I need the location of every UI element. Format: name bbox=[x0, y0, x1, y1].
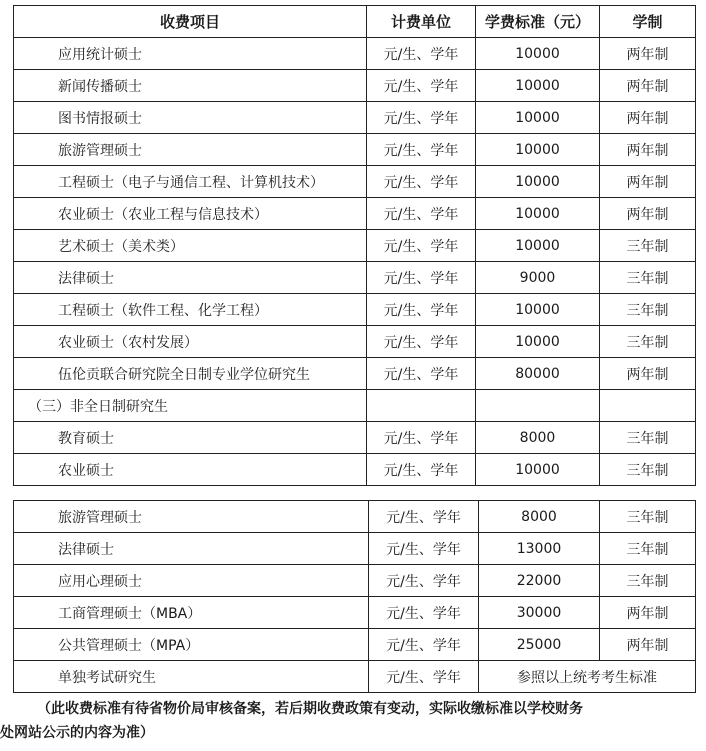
fee-amount: 10000 bbox=[476, 134, 600, 166]
fee-years: 两年制 bbox=[600, 70, 696, 102]
fee-table-bottom bbox=[13, 500, 696, 693]
fee-years: 两年制 bbox=[600, 358, 696, 390]
table-row bbox=[14, 230, 696, 262]
table-row bbox=[14, 501, 696, 533]
table-row bbox=[14, 565, 696, 597]
fee-amount: 22000 bbox=[479, 565, 600, 597]
fee-years: 三年制 bbox=[600, 565, 696, 597]
fee-item: 工商管理硕士（MBA） bbox=[14, 597, 369, 629]
fee-item: 农业硕士（农业工程与信息技术） bbox=[14, 198, 367, 230]
table-row bbox=[14, 70, 696, 102]
fee-amount: 8000 bbox=[476, 422, 600, 454]
fee-item: 单独考试研究生 bbox=[14, 661, 369, 693]
header-item: 收费项目 bbox=[14, 6, 367, 38]
table-row bbox=[14, 294, 696, 326]
fee-amount: 9000 bbox=[476, 262, 600, 294]
fee-years: 两年制 bbox=[600, 629, 696, 661]
fee-unit: 元/生、学年 bbox=[367, 230, 476, 262]
fee-years: 两年制 bbox=[600, 134, 696, 166]
fee-item: 法律硕士 bbox=[14, 262, 367, 294]
fee-table-top bbox=[13, 5, 696, 486]
fee-amount: 25000 bbox=[479, 629, 600, 661]
table-row bbox=[14, 262, 696, 294]
fee-amount: 80000 bbox=[476, 358, 600, 390]
fee-years: 三年制 bbox=[600, 454, 696, 486]
table-row bbox=[14, 629, 696, 661]
header-row bbox=[14, 6, 696, 38]
fee-unit: 元/生、学年 bbox=[367, 326, 476, 358]
fee-amount: 10000 bbox=[476, 230, 600, 262]
fee-amount: 10000 bbox=[476, 454, 600, 486]
table-row bbox=[14, 454, 696, 486]
fee-item: 农业硕士（农村发展） bbox=[14, 326, 367, 358]
fee-years: 三年制 bbox=[600, 422, 696, 454]
fee-unit: 元/生、学年 bbox=[367, 454, 476, 486]
fee-unit: 元/生、学年 bbox=[367, 422, 476, 454]
section-title: （三）非全日制研究生 bbox=[14, 390, 367, 422]
fee-years: 三年制 bbox=[600, 326, 696, 358]
fee-years: 两年制 bbox=[600, 597, 696, 629]
note-line-2: 处网站公示的内容为准） bbox=[0, 725, 154, 741]
section-row bbox=[14, 390, 696, 422]
empty-cell bbox=[476, 390, 600, 422]
fee-unit: 元/生、学年 bbox=[367, 38, 476, 70]
table-row bbox=[14, 38, 696, 70]
fee-amount: 30000 bbox=[479, 597, 600, 629]
table-row bbox=[14, 597, 696, 629]
fee-unit: 元/生、学年 bbox=[369, 597, 479, 629]
fee-unit: 元/生、学年 bbox=[367, 294, 476, 326]
table-row bbox=[14, 198, 696, 230]
fee-item: 应用统计硕士 bbox=[14, 38, 367, 70]
fee-amount: 13000 bbox=[479, 533, 600, 565]
table-row bbox=[14, 102, 696, 134]
note-line-1: （此收费标准有待省物价局审核备案，若后期收费政策有变动，实际收缴标准以学校财务 bbox=[37, 701, 583, 717]
fee-years: 三年制 bbox=[600, 230, 696, 262]
header-unit: 计费单位 bbox=[367, 6, 476, 38]
fee-unit: 元/生、学年 bbox=[369, 501, 479, 533]
fee-unit: 元/生、学年 bbox=[367, 70, 476, 102]
fee-amount: 10000 bbox=[476, 198, 600, 230]
header-fee: 学费标准（元） bbox=[476, 6, 600, 38]
fee-item: 图书情报硕士 bbox=[14, 102, 367, 134]
fee-unit: 元/生、学年 bbox=[369, 629, 479, 661]
fee-item: 公共管理硕士（MPA） bbox=[14, 629, 369, 661]
fee-years: 两年制 bbox=[600, 166, 696, 198]
table-row bbox=[14, 166, 696, 198]
table-row bbox=[14, 533, 696, 565]
fee-amount: 10000 bbox=[476, 38, 600, 70]
empty-cell bbox=[367, 390, 476, 422]
fee-years: 三年制 bbox=[600, 294, 696, 326]
fee-amount: 8000 bbox=[479, 501, 600, 533]
fee-years: 两年制 bbox=[600, 198, 696, 230]
fee-item: 旅游管理硕士 bbox=[14, 501, 369, 533]
fee-years: 三年制 bbox=[600, 533, 696, 565]
fee-amount: 10000 bbox=[476, 102, 600, 134]
fee-unit: 元/生、学年 bbox=[367, 198, 476, 230]
fee-item: 旅游管理硕士 bbox=[14, 134, 367, 166]
fee-item: 新闻传播硕士 bbox=[14, 70, 367, 102]
fee-item: 工程硕士（软件工程、化学工程） bbox=[14, 294, 367, 326]
fee-unit: 元/生、学年 bbox=[367, 358, 476, 390]
table-row bbox=[14, 326, 696, 358]
fee-unit: 元/生、学年 bbox=[367, 102, 476, 134]
fee-unit: 元/生、学年 bbox=[369, 565, 479, 597]
fee-unit: 元/生、学年 bbox=[369, 533, 479, 565]
fee-years: 两年制 bbox=[600, 102, 696, 134]
fee-note-merged: 参照以上统考考生标准 bbox=[479, 661, 696, 693]
header-years: 学制 bbox=[600, 6, 696, 38]
fee-item: 工程硕士（电子与通信工程、计算机技术） bbox=[14, 166, 367, 198]
fee-amount: 10000 bbox=[476, 294, 600, 326]
fee-item: 法律硕士 bbox=[14, 533, 369, 565]
fee-years: 三年制 bbox=[600, 501, 696, 533]
fee-unit: 元/生、学年 bbox=[367, 262, 476, 294]
fee-years: 两年制 bbox=[600, 38, 696, 70]
fee-unit: 元/生、学年 bbox=[367, 166, 476, 198]
fee-item: 应用心理硕士 bbox=[14, 565, 369, 597]
fee-item: 艺术硕士（美术类） bbox=[14, 230, 367, 262]
fee-item: 教育硕士 bbox=[14, 422, 367, 454]
fee-item: 伍伦贡联合研究院全日制专业学位研究生 bbox=[14, 358, 367, 390]
fee-unit: 元/生、学年 bbox=[367, 134, 476, 166]
fee-years: 三年制 bbox=[600, 262, 696, 294]
fee-item: 农业硕士 bbox=[14, 454, 367, 486]
table-row bbox=[14, 134, 696, 166]
empty-cell bbox=[600, 390, 696, 422]
table-row bbox=[14, 661, 696, 693]
fee-amount: 10000 bbox=[476, 326, 600, 358]
table-row bbox=[14, 358, 696, 390]
fee-unit: 元/生、学年 bbox=[369, 661, 479, 693]
fee-note bbox=[0, 697, 706, 745]
fee-amount: 10000 bbox=[476, 70, 600, 102]
fee-amount: 10000 bbox=[476, 166, 600, 198]
table-row bbox=[14, 422, 696, 454]
